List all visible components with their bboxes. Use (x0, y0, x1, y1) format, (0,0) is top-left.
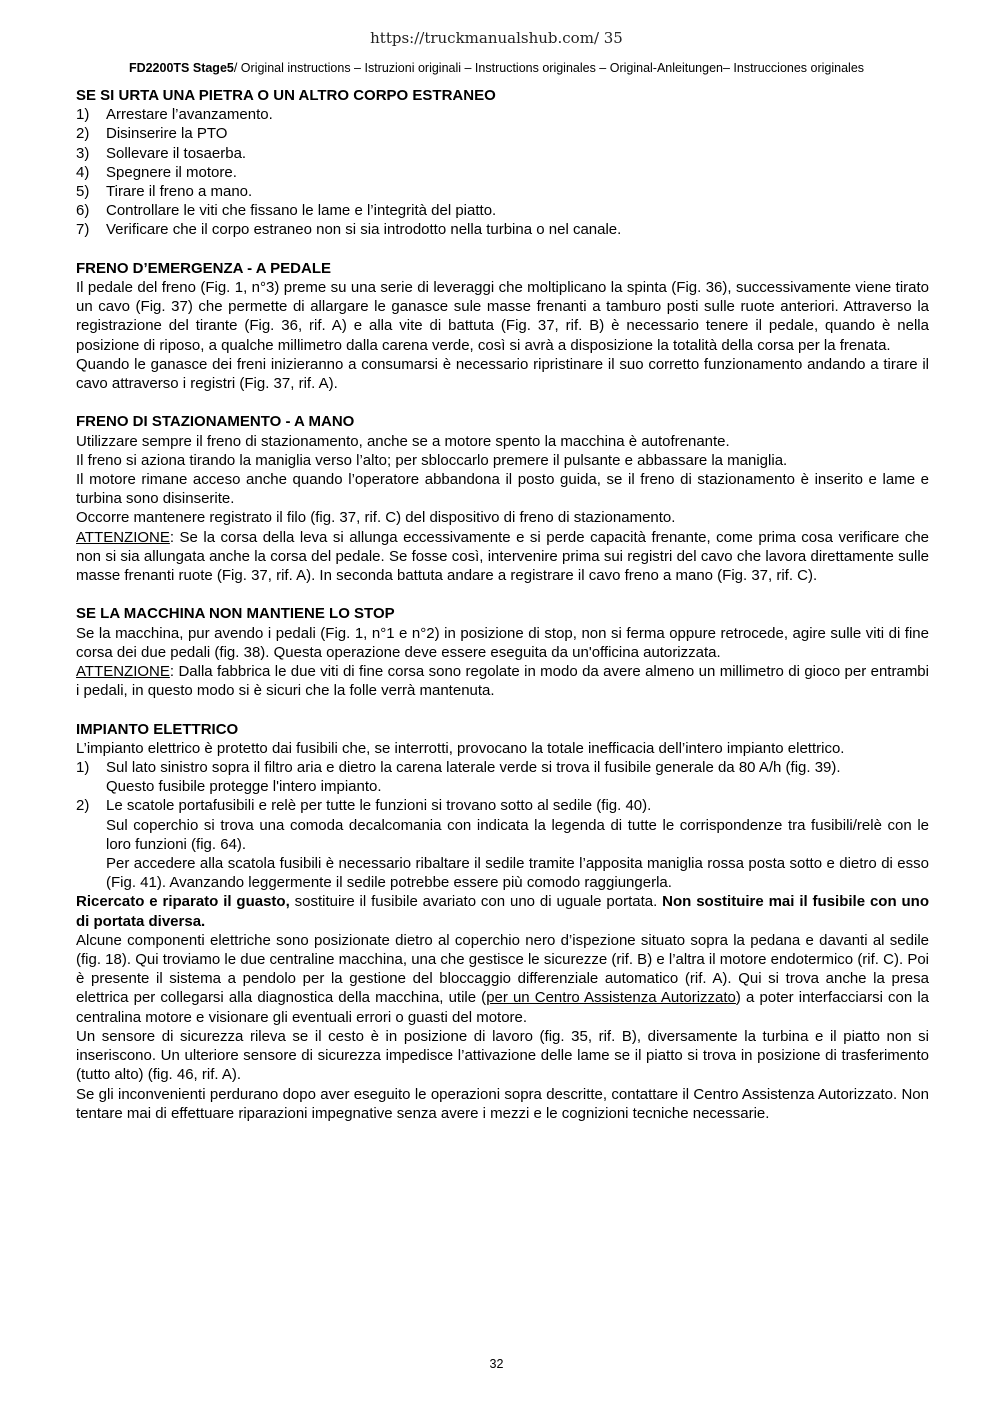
header-languages: / Original instructions – Istruzioni originali – Instructions originales – Original-Anleitungen– Instrucciones originales (233, 61, 865, 75)
item-number: 2) (76, 797, 90, 815)
header-model: FD2200TS Stage5 (128, 61, 234, 75)
list-item (76, 163, 929, 182)
list-item (76, 220, 929, 239)
page-number: 32 (489, 1357, 504, 1371)
step-text: Verificare che il corpo estraneo non si sia introdotto nella turbina o nel canale. (106, 221, 622, 239)
step-text: Disinserire la PTO (106, 125, 228, 143)
step-text: Spegnere il motore. (106, 163, 237, 181)
warning-text: : Dalla fabbrica le due viti di fine corsa sono regolate in modo da avere almeno un millimetro di gioco per entrambi i pedali, in questo modo si è sicuri che la folle verrà mantenuta. (76, 663, 929, 700)
item-number: 1) (76, 759, 90, 777)
plain-text: sostituire il fusibile avariato con uno di uguale portata. (289, 893, 663, 911)
item-line: Sul lato sinistro sopra il filtro aria e dietro la carena laterale verde si trova il fusibile generale da 80 A/h (fig. 39). (106, 759, 841, 777)
item-line: Le scatole portafusibili e relè per tutte le funzioni si trovano sotto al sedile (fig. 40). (106, 797, 652, 815)
item-text (106, 758, 929, 796)
fuse-replacement-paragraph (76, 892, 929, 930)
item-line: Questo fusibile protegge l'intero impianto. (106, 778, 382, 796)
step-number: 4) (76, 163, 90, 181)
list-item (76, 144, 929, 163)
document-header (0, 61, 993, 75)
list-item (76, 201, 929, 220)
section-emergency-brake (76, 259, 929, 393)
step-number: 2) (76, 125, 90, 143)
assistance-center-link: per un Centro Assistenza Autorizzato (486, 989, 736, 1007)
section-parking-brake (76, 412, 929, 585)
step-number: 5) (76, 183, 90, 201)
warning-label: ATTENZIONE (76, 663, 170, 681)
plain-text: ) a poter interfacciarsi con la centralina motore e visionare gli eventuali errori o guasti del motore. (76, 989, 929, 1026)
step-text: Sollevare il tosaerba. (106, 144, 247, 162)
plain-text: Alcune componenti elettriche sono posizionate dietro al coperchio nero d’ispezione situato sopra la pedana e davanti al sedile (fig. 18). Qui troviamo le due centraline macchina, una che gestisce le sicurezze (rif. B) e l’altra il motore endotermico (rif. C). Poi è presente il sistema a pendolo per la gestione del bloccaggio differenziale automatico (rif. A). Qui si trova anche la presa elettrica per collegarsi alla diagnostica della macchina, utile ( (76, 931, 929, 1007)
step-number: 6) (76, 202, 90, 220)
page-content (76, 86, 929, 1123)
paragraph: Se gli inconvenienti perdurano dopo aver eseguito le operazioni sopra descritte, contattare il Centro Assistenza Autorizzato. Non tentare mai di effettuare riparazioni impegnative senza avere i mezzi e le cognizioni tecniche necessarie. (76, 1085, 929, 1122)
paragraph: L’impianto elettrico è protetto dai fusibili che, se interrotti, provocano la totale inefficacia dell’intero impianto elettrico. (76, 739, 845, 757)
paragraph: Il motore rimane acceso anche quando l’operatore abbandona il posto guida, se il freno di stazionamento è inserito e lame e turbina sono disinserite. (76, 471, 929, 508)
list-item (76, 796, 929, 892)
paragraph: Utilizzare sempre il freno di stazionamento, anche se a motore spento la macchina è autofrenante. (76, 432, 730, 450)
item-line: Per accedere alla scatola fusibili è necessario ribaltare il sedile tramite l’apposita maniglia rossa posta sotto e dietro di esso (Fig. 41). Avanzando leggermente il sedile potrebbe essere più comodo raggiungerla. (106, 855, 929, 892)
step-number: 1) (76, 106, 90, 124)
step-text: Arrestare l’avanzamento. (106, 106, 273, 124)
item-text (106, 796, 929, 892)
paragraph: Se la macchina, pur avendo i pedali (Fig. 1, n°1 e n°2) in posizione di stop, non si ferma oppure retrocede, agire sulle viti di fine corsa dei due pedali (fig. 38). Questa operazione deve essere eseguita da un'officina autorizzata. (76, 624, 929, 661)
step-number: 3) (76, 144, 90, 162)
source-url[interactable]: https://truckmanualshub.com/ 35 (370, 29, 623, 47)
paragraph: Quando le ganasce dei freni inizieranno a consumarsi è necessario ripristinare il suo corretto funzionamento andando a tirare il cavo attraverso i registri (Fig. 37, rif. A). (76, 355, 929, 393)
step-text: Tirare il freno a mano. (106, 183, 253, 201)
section-title: SE LA MACCHINA NON MANTIENE LO STOP (76, 605, 395, 623)
warning-paragraph (76, 662, 929, 700)
steps-list (76, 105, 929, 239)
step-text: Controllare le viti che fissano le lame e l’integrità del piatto. (106, 202, 497, 220)
section-stop (76, 604, 929, 700)
item-line: Sul coperchio si trova una comoda decalcomania con indicata la legenda di tutte le corrispondenze tra fusibili/relè con le loro funzioni (fig. 64). (106, 816, 929, 853)
paragraph: Il pedale del freno (Fig. 1, n°3) preme su una serie di leveraggi che moltiplicano la spinta (Fig. 36), successivamente viene tirato un cavo (Fig. 37) che permette di allargare le ganasce sule masse frenanti a tamburo posti sulle ruote anteriori. Attraverso la registrazione del tirante (Fig. 36, rif. A) e alla vite di battuta (Fig. 37, rif. B) è necessario tenere il pedale, quando è nella posizione di riposo, a qualche millimetro dalla carena verde, così si avrà a disposizione la totalità della corsa per la frenata. (76, 279, 929, 354)
list-item (76, 124, 929, 143)
warning-label: ATTENZIONE (76, 528, 170, 546)
bold-warning: Non sostituire mai il fusibile con uno di portata diversa. (76, 893, 929, 930)
warning-paragraph (76, 528, 929, 586)
section-foreign-object (76, 86, 929, 240)
components-paragraph (76, 931, 929, 1027)
list-item (76, 758, 929, 796)
section-title: IMPIANTO ELETTRICO (76, 720, 239, 738)
step-number: 7) (76, 221, 90, 239)
section-title: SE SI URTA UNA PIETRA O UN ALTRO CORPO ESTRANEO (76, 87, 496, 104)
list-item (76, 105, 929, 124)
paragraph: Occorre mantenere registrato il filo (fig. 37, rif. C) del dispositivo di freno di stazionamento. (76, 509, 676, 527)
bold-text: Ricercato e riparato il guasto, (76, 893, 290, 911)
section-title: FRENO DI STAZIONAMENTO - A MANO (76, 413, 355, 431)
list-item (76, 182, 929, 201)
fuse-list (76, 758, 929, 892)
warning-text: : Se la corsa della leva si allunga eccessivamente e si perde capacità frenante, come prima cosa verificare che non si sia allungata anche la corsa del pedale. Se fosse così, intervenire prima sui registri del cavo che lavora direttamente sulle masse frenanti ruote (Fig. 37, rif. A). In seconda battuta andare a registrare il cavo freno a mano (Fig. 37, rif. C). (76, 528, 929, 585)
section-title: FRENO D’EMERGENZA - A PEDALE (76, 259, 332, 277)
section-electrical (76, 720, 929, 1123)
paragraph: Un sensore di sicurezza rileva se il cesto è in posizione di lavoro (fig. 35, rif. B), diversamente la turbina e il piatto non si inseriscono. Un ulteriore sensore di sicurezza impedisce l’attivazione delle lame se il piatto si trova in posizione di trasferimento (tutto alto) (fig. 46, rif. A). (76, 1027, 929, 1084)
paragraph: Il freno si aziona tirando la maniglia verso l’alto; per sbloccarlo premere il pulsante e abbassare la maniglia. (76, 451, 788, 469)
